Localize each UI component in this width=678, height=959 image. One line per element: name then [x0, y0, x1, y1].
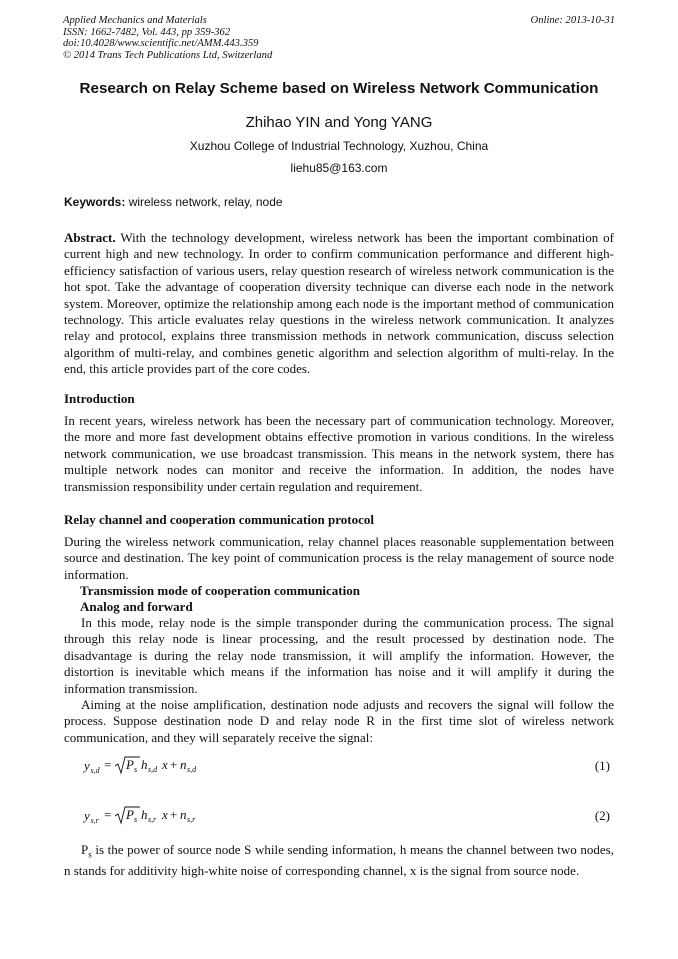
relay-section-heading: Relay channel and cooperation communication protocol — [64, 512, 374, 527]
abstract — [64, 230, 614, 378]
eq1-h: h — [141, 757, 148, 772]
eq2-nsub: s,r — [187, 815, 196, 824]
journal-header — [63, 15, 615, 61]
eq2-plus: + — [170, 807, 178, 822]
eq1-y: y — [84, 758, 90, 773]
eq1-equals: = — [104, 757, 112, 772]
power-definition — [64, 842, 614, 879]
paragraph-power — [64, 842, 614, 879]
equation-2 — [64, 803, 614, 827]
abstract-text: With the technology development, wireless network has been the important combination of current high and new technology. In order to confirm communication performance and different high-efficiency satisfaction of various users, relay question research of wireless network communication is the hot spot. Take the advantage of cooperation diversity technique can diverse each node in the network system. Moreover, optimize the relationship among each node is the important method of communication technology. This article evaluates relay questions in the wireless network communication. It analyzes relay and protocol, explains three transmission methods in network communication, discuss selection algorithm of multi-relay, and combines genetic algorithm and selection algorithm of multi-relay. In the end, this article provides part of the core codes. — [64, 230, 614, 377]
eq1-hsub: s,d — [148, 765, 158, 774]
eq2-P: P — [126, 807, 134, 822]
power-definition-text: is the power of source node S while sending information, h means the channel between two nodes, n stands for additivity high-white noise of corresponding channel, x is the signal from source node. — [64, 842, 614, 878]
eq2-hsub: s,r — [148, 815, 157, 824]
eq1-plus: + — [170, 757, 178, 772]
copyright-line: © 2014 Trans Tech Publications Ltd, Switzerland — [63, 49, 273, 61]
equation-1 — [64, 753, 614, 777]
relay-section-intro — [64, 534, 614, 583]
paragraph-relay-mode: In this mode, relay node is the simple transponder during the communication process. The signal through this relay node is linear processing, and the result processed by destination node. The disadvantage is during the relay node transmission, it will amplify the information. However, the distortion is inevitable which means if the information has noise and it will amplify it during the information transmission. — [64, 615, 614, 696]
eq1-P: P — [126, 757, 134, 772]
eq1-nsub: s,d — [187, 765, 197, 774]
eq1-n: n — [180, 757, 187, 772]
equation-2-number: (2) — [594, 808, 610, 823]
eq1-ysub: s,d — [90, 766, 100, 775]
online-date: Online: 2013-10-31 — [530, 15, 615, 26]
equation-2-formula — [82, 803, 222, 829]
eq1-Psub: s — [134, 765, 138, 774]
eq2-x: x — [162, 807, 168, 822]
doi-line: doi:10.4028/www.scientific.net/AMM.443.359 — [63, 38, 259, 50]
issn-line: ISSN: 1662-7482, Vol. 443, pp 359-362 — [63, 26, 231, 38]
equation-1-number: (1) — [594, 758, 610, 773]
eq2-h: h — [141, 807, 148, 822]
subheading-analog-forward: Analog and forward — [80, 599, 193, 614]
eq2-ysub: s,r — [90, 816, 99, 825]
power-symbol: P — [81, 842, 89, 857]
power-symbol-sub: s — [88, 849, 92, 860]
eq2-equals: = — [104, 807, 112, 822]
introduction-text — [64, 413, 614, 495]
affiliation: Xuzhou College of Industrial Technology, Xuzhou, China — [189, 139, 489, 153]
keywords-text: wireless network, relay, node — [125, 195, 283, 209]
eq2-n: n — [180, 807, 187, 822]
paragraph-noise: Aiming at the noise amplification, destination node adjusts and recovers the signal will follow the process. Suppose destination node D and relay node R in the first time slot of wireless network communication, and they will separately receive the signal: — [64, 697, 614, 745]
keywords — [64, 195, 283, 209]
analog-forward-body — [64, 615, 614, 746]
eq2-Psub: s — [134, 815, 138, 824]
introduction-paragraph: In recent years, wireless network has been the necessary part of communication technology. Moreover, the more and more fast development obtains effective promotion in various conditions. In the wireless network communication, we use broadcast transmission. This means in the network system, there has multiple network nodes can monitor and receive the information. In addition, the nodes have transmission responsibility under certain regulation and requirement. — [64, 413, 614, 494]
subheading-transmission-mode: Transmission mode of cooperation communication — [80, 583, 360, 598]
paper-title: Research on Relay Scheme based on Wireless Network Communication — [79, 80, 599, 97]
authors: Zhihao YIN and Yong YANG — [245, 114, 433, 131]
relay-intro-paragraph: During the wireless network communication, relay channel places reasonable supplementation between source and destination. The key point of communication process is the relay management of source node information. — [64, 534, 614, 582]
keywords-label: Keywords: — [64, 195, 126, 209]
eq1-x: x — [162, 757, 168, 772]
equation-1-formula — [82, 753, 222, 779]
eq2-y: y — [84, 808, 90, 823]
introduction-heading: Introduction — [64, 391, 135, 406]
abstract-label: Abstract. — [64, 230, 116, 245]
journal-name: Applied Mechanics and Materials — [63, 15, 207, 26]
email: liehu85@163.com — [290, 161, 388, 175]
